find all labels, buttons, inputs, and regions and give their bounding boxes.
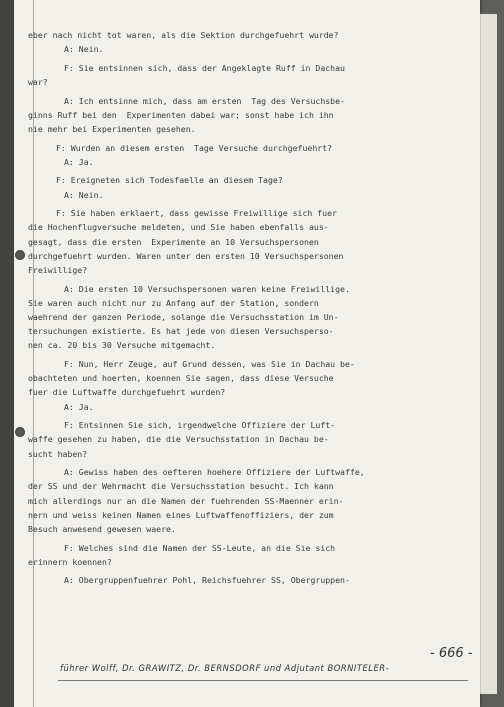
text-line: die Hochenflugversuche meldeten, und Sie haben ebenfalls aus- (28, 222, 329, 233)
text-line: A: Ich entsinne mich, dass am ersten Tag des Versuchsbe- (64, 95, 345, 106)
text-line: ginns Ruff bei den Experimenten dabei war; sonst habe ich ihn (28, 109, 334, 120)
text-line: A: Die ersten 10 Versuchspersonen waren keine Freiwillige. (64, 283, 350, 294)
text-line: sucht haben? (28, 448, 88, 459)
text-line: F: Nun, Herr Zeuge, auf Grund dessen, was Sie in Dachau be- (64, 359, 355, 369)
text-line: A: Obergruppenfuehrer Pohl, Reichsfuehrer SS, Obergruppen- (64, 575, 350, 586)
text-line: A: Nein. (64, 44, 104, 55)
text-line: A: Ja. (64, 401, 94, 412)
folder-strip (0, 0, 14, 707)
text-line: mich allerdings nur an die Namen der fuehrenden SS-Maenner erin- (28, 495, 344, 506)
text-line: F: Sie haben erklaert, dass gewisse Freiwillige sich fuer (56, 208, 337, 219)
text-line: eber nach nicht tot waren, als die Sektion durchgefuehrt wurde? (28, 30, 339, 40)
text-line: F: Entsinnen Sie sich, irgendwelche Offiziere der Luft- (64, 420, 336, 431)
page-edge (480, 14, 497, 694)
text-line: waffe gesehen zu haben, die die Versuchsstation in Dachau be- (28, 434, 329, 445)
text-line: nie mehr bei Experimenten gesehen. (28, 124, 196, 134)
text-line: Freiwillige? (28, 265, 88, 275)
text-line: Besuch anwesend gewesen waere. (28, 524, 176, 535)
bottom-rule (58, 680, 468, 681)
text-line: waehrend der ganzen Periode, solange die Versuchsstation im Un- (28, 312, 339, 322)
text-line: obachteten und hoerten, koennen Sie sagen, dass diese Versuche (28, 373, 334, 384)
text-line: F: Sie entsinnen sich, dass der Angeklagte Ruff in Dachau (64, 62, 345, 73)
page-number: - 666 - (430, 646, 473, 661)
text-line: der SS und der Wehrmacht die Versuchsstation besucht. Ich kann (28, 481, 334, 492)
text-line: durchgefuehrt wurden. Waren unter den ersten 10 Versuchspersonen (28, 250, 344, 261)
text-line: A: Nein. (64, 189, 104, 200)
text-line: nen ca. 20 bis 30 Versuche mitgemacht. (28, 340, 216, 351)
text-line: fuer die Luftwaffe durchgefuehrt wurden? (28, 387, 226, 398)
punch-hole-top (15, 250, 25, 260)
handwritten-note: führer Wolff, Dr. GRAWITZ, Dr. BERNSDORF und Adjutant BORNITELER- (60, 663, 390, 673)
text-line: A: Gewiss haben des oefteren hoehere Offiziere der Luftwaffe, (64, 467, 365, 478)
text-line: nern und weiss keinen Namen eines Luftwaffenoffiziers, der zum (28, 509, 334, 520)
text-line: Sie waren auch nicht nur zu Anfang auf der Station, sondern (28, 297, 319, 308)
punch-hole-bottom (15, 427, 25, 437)
text-line: F: Ereigneten sich Todesfaelle an diesem Tage? (56, 175, 283, 186)
typed-text-body (28, 28, 428, 588)
text-line: A: Ja. (64, 156, 94, 167)
text-line: F: Welches sind die Namen der SS-Leute, an die Sie sich (64, 542, 336, 553)
text-line: war? (28, 77, 48, 87)
text-line: tersuchungen existierte. Es hat jede von diesen Versuchsperso- (28, 326, 334, 337)
text-line: F: Wurden an diesem ersten Tage Versuche durchgefuehrt? (56, 142, 333, 153)
text-line: gesagt, dass die ersten Experimente an 10 Versuchspersonen (28, 236, 319, 247)
text-line: erinnern koennen? (28, 556, 112, 567)
